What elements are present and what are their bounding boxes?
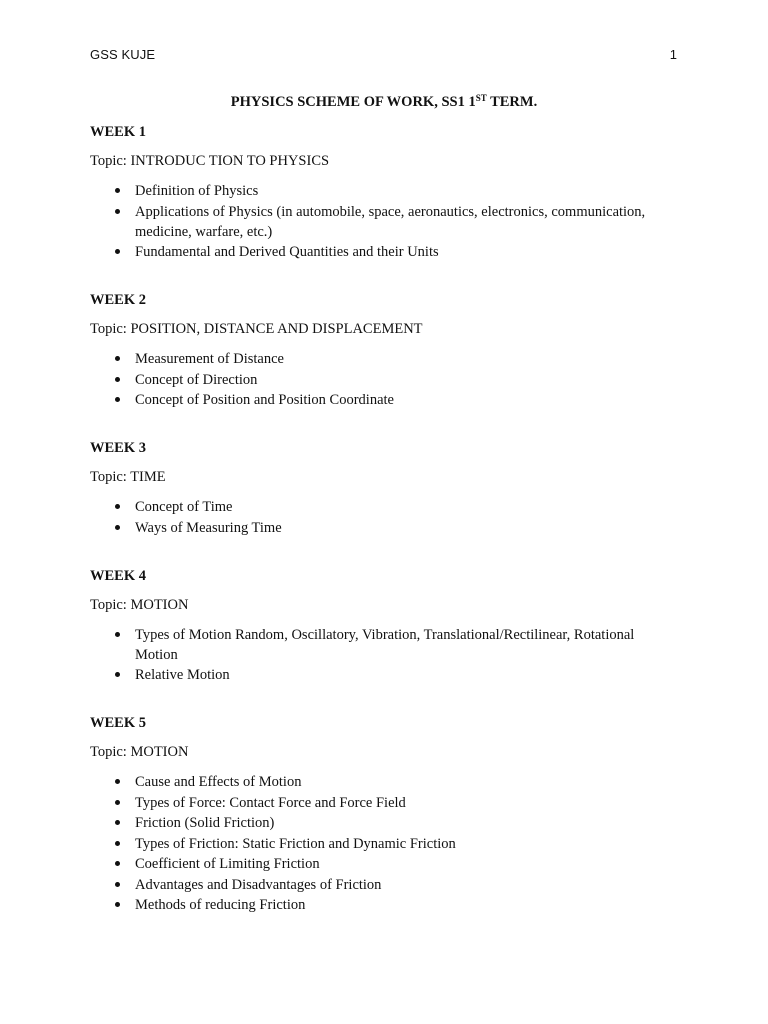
- topic-list: [90, 625, 680, 686]
- list-item: Coefficient of Limiting Friction: [90, 854, 680, 874]
- week-topic: Topic: MOTION: [90, 596, 189, 613]
- topic-list: [90, 349, 680, 410]
- list-item: Types of Motion Random, Oscillatory, Vibration, Translational/Rectilinear, Rotational Motion: [90, 625, 680, 665]
- list-item: Methods of reducing Friction: [90, 895, 680, 915]
- week-label: WEEK 2: [90, 292, 146, 308]
- header-page-number: 1: [669, 47, 677, 62]
- week-section-1: [90, 122, 680, 262]
- week-topic: Topic: TIME: [90, 469, 166, 485]
- list-item: Cause and Effects of Motion: [90, 772, 680, 792]
- list-item: Fundamental and Derived Quantities and their Units: [90, 242, 680, 262]
- list-item: Friction (Solid Friction): [90, 813, 680, 833]
- title-superscript: ST: [475, 93, 487, 103]
- week-topic: Topic: INTRODUC TION TO PHYSICS: [90, 153, 330, 169]
- topic-list: [90, 497, 680, 538]
- list-item: Concept of Direction: [90, 370, 680, 390]
- header-school-name: GSS KUJE: [90, 47, 156, 62]
- list-item: Types of Friction: Static Friction and Dynamic Friction: [90, 834, 680, 854]
- title-main: PHYSICS SCHEME OF WORK, SS1 1: [230, 94, 476, 110]
- list-item: Advantages and Disadvantages of Friction: [90, 875, 680, 895]
- list-item: Measurement of Distance: [90, 349, 680, 369]
- list-item: Types of Force: Contact Force and Force Field: [90, 793, 680, 813]
- scheme-content: [90, 122, 680, 943]
- week-section-3: [90, 438, 680, 538]
- topic-list: [90, 181, 680, 262]
- week-section-2: [90, 290, 680, 410]
- week-label: WEEK 4: [90, 567, 146, 584]
- week-section-5: [90, 713, 680, 915]
- topic-list: [90, 772, 680, 915]
- title-suffix: TERM.: [486, 94, 538, 110]
- week-label: WEEK 3: [90, 440, 146, 456]
- list-item: Definition of Physics: [90, 181, 680, 201]
- week-section-4: [90, 566, 680, 686]
- list-item: Concept of Time: [90, 497, 680, 517]
- list-item: Applications of Physics (in automobile, space, aeronautics, electronics, communication, medicine, warfare, etc.): [90, 202, 680, 242]
- week-label: WEEK 1: [90, 124, 146, 140]
- document-title: [0, 93, 768, 111]
- list-item: Concept of Position and Position Coordinate: [90, 390, 680, 410]
- week-topic: Topic: MOTION: [90, 744, 189, 760]
- week-label: WEEK 5: [90, 715, 146, 731]
- list-item: Relative Motion: [90, 665, 680, 685]
- week-topic: Topic: POSITION, DISTANCE AND DISPLACEMENT: [90, 321, 423, 337]
- list-item: Ways of Measuring Time: [90, 518, 680, 538]
